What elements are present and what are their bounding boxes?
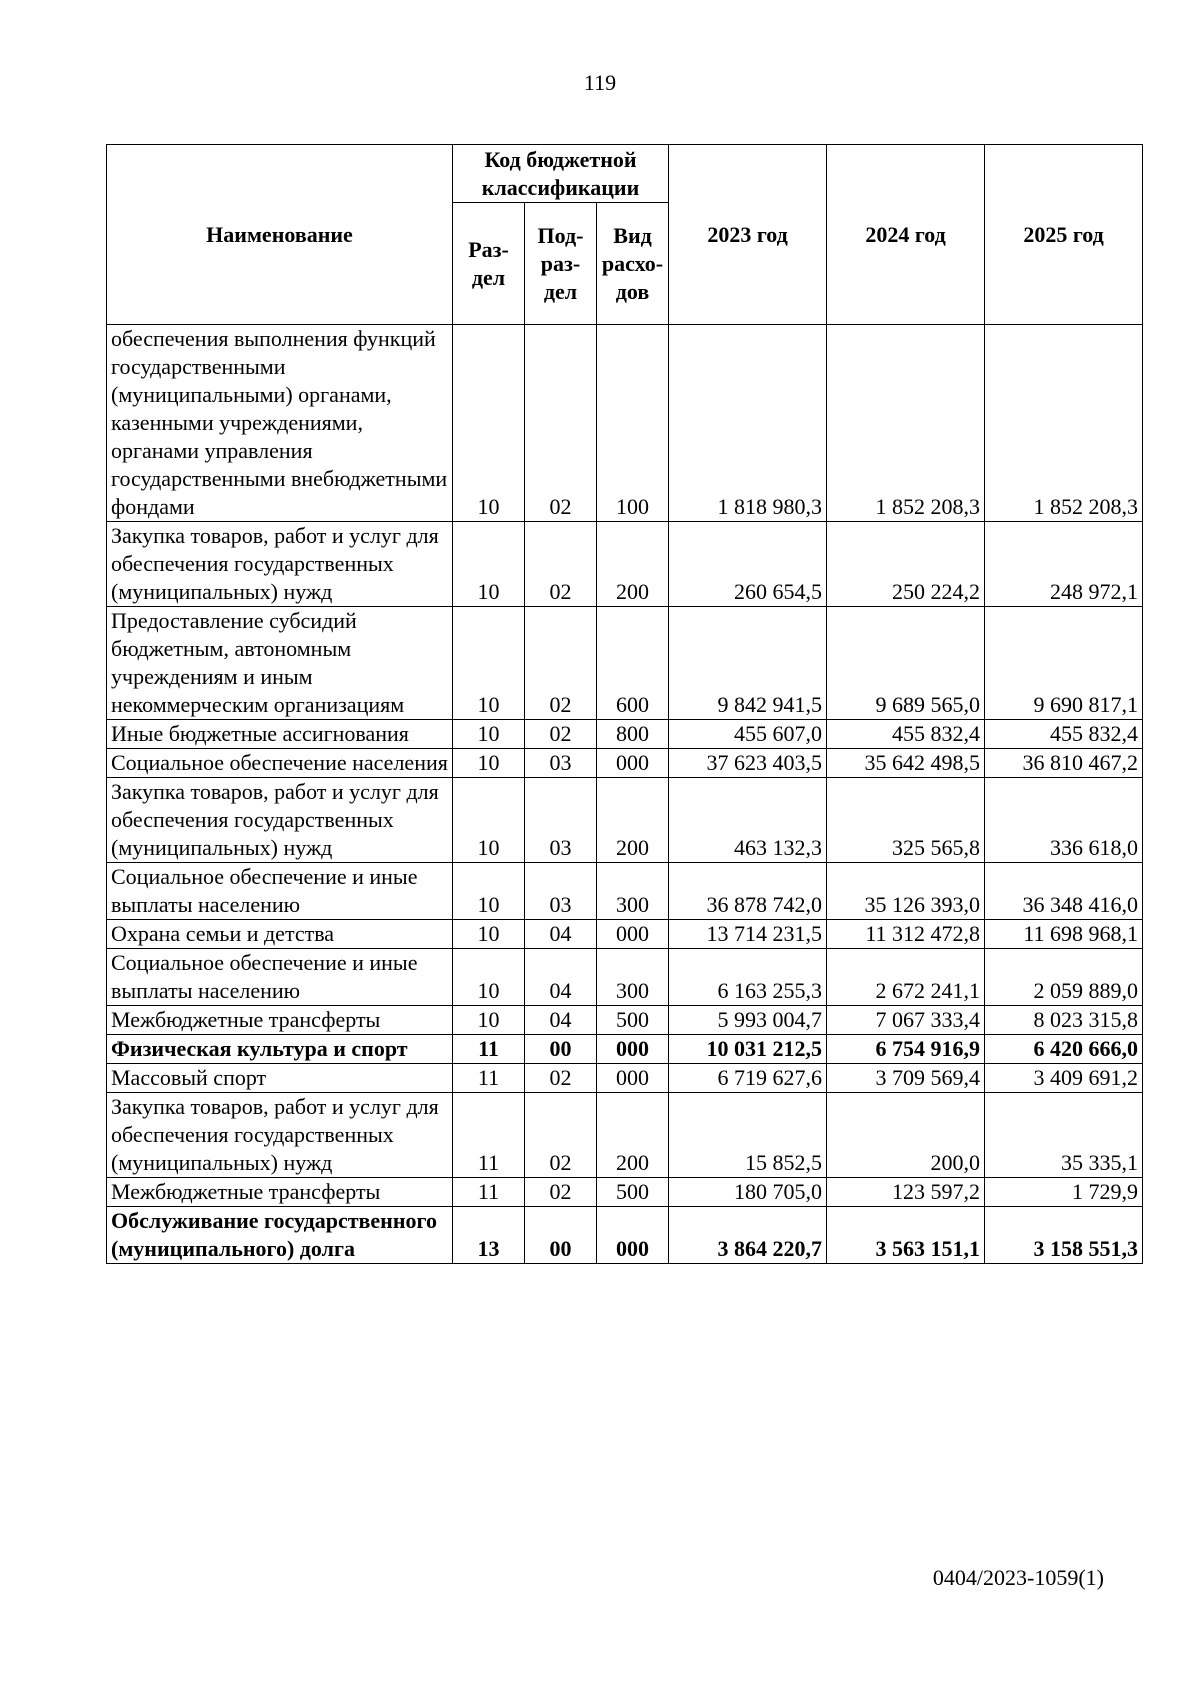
row-razdel: 10 [453,920,525,949]
row-value-2025: 11 698 968,1 [985,920,1143,949]
table-row [107,1178,1143,1207]
row-name: Массовый спорт [107,1064,453,1093]
row-vid: 000 [597,749,669,778]
row-value-2024: 455 832,4 [827,720,985,749]
row-value-2024: 3 709 569,4 [827,1064,985,1093]
row-value-2024: 325 565,8 [827,778,985,863]
row-name: Закупка товаров, работ и услуг для обеспечения государственных (муниципальных) нужд [107,778,453,863]
row-value-2023: 5 993 004,7 [669,1006,827,1035]
row-name: обеспечения выполнения функций государственными (муниципальными) органами, казенными учреждениями, органами управления государственными внебюджетными фондами [107,325,453,522]
header-vid: Вид расхо- дов [597,203,669,325]
row-value-2024: 250 224,2 [827,522,985,607]
row-vid: 100 [597,325,669,522]
row-value-2025: 336 618,0 [985,778,1143,863]
table-row [107,920,1143,949]
row-value-2025: 248 972,1 [985,522,1143,607]
row-podrazdel: 03 [525,863,597,920]
row-razdel: 11 [453,1035,525,1064]
row-name: Закупка товаров, работ и услуг для обеспечения государственных (муниципальных) нужд [107,522,453,607]
header-2024: 2024 год [827,145,985,325]
header-razdel: Раз- дел [453,203,525,325]
row-value-2025: 3 158 551,3 [985,1207,1143,1264]
row-name: Охрана семьи и детства [107,920,453,949]
row-vid: 000 [597,1035,669,1064]
row-vid: 200 [597,778,669,863]
row-razdel: 10 [453,863,525,920]
row-value-2023: 36 878 742,0 [669,863,827,920]
table-row [107,1064,1143,1093]
row-value-2023: 6 163 255,3 [669,949,827,1006]
row-name: Социальное обеспечение и иные выплаты населению [107,863,453,920]
row-value-2023: 37 623 403,5 [669,749,827,778]
row-podrazdel: 02 [525,522,597,607]
row-vid: 000 [597,1207,669,1264]
row-name: Межбюджетные трансферты [107,1178,453,1207]
row-podrazdel: 03 [525,749,597,778]
header-2023: 2023 год [669,145,827,325]
row-value-2023: 180 705,0 [669,1178,827,1207]
row-razdel: 10 [453,749,525,778]
row-podrazdel: 00 [525,1207,597,1264]
row-vid: 200 [597,522,669,607]
row-value-2025: 9 690 817,1 [985,607,1143,720]
row-podrazdel: 04 [525,920,597,949]
row-value-2025: 36 348 416,0 [985,863,1143,920]
row-value-2025: 6 420 666,0 [985,1035,1143,1064]
header-2025: 2025 год [985,145,1143,325]
row-value-2024: 123 597,2 [827,1178,985,1207]
row-value-2024: 11 312 472,8 [827,920,985,949]
table-row [107,1006,1143,1035]
row-vid: 000 [597,920,669,949]
row-value-2023: 6 719 627,6 [669,1064,827,1093]
row-podrazdel: 02 [525,720,597,749]
row-vid: 000 [597,1064,669,1093]
table-row [107,720,1143,749]
table-row [107,778,1143,863]
row-value-2025: 1 729,9 [985,1178,1143,1207]
row-name: Социальное обеспечение и иные выплаты населению [107,949,453,1006]
row-vid: 500 [597,1006,669,1035]
table-row [107,949,1143,1006]
row-vid: 300 [597,949,669,1006]
row-value-2025: 2 059 889,0 [985,949,1143,1006]
row-podrazdel: 04 [525,949,597,1006]
row-razdel: 10 [453,949,525,1006]
row-value-2025: 35 335,1 [985,1093,1143,1178]
row-value-2024: 35 642 498,5 [827,749,985,778]
table-row [107,863,1143,920]
row-podrazdel: 03 [525,778,597,863]
row-razdel: 10 [453,778,525,863]
row-vid: 500 [597,1178,669,1207]
row-name: Физическая культура и спорт [107,1035,453,1064]
row-razdel: 10 [453,522,525,607]
document-id: 0404/2023-1059(1) [932,1565,1104,1590]
row-value-2023: 260 654,5 [669,522,827,607]
row-value-2024: 6 754 916,9 [827,1035,985,1064]
row-value-2023: 463 132,3 [669,778,827,863]
table-body [107,325,1143,1264]
header-code-group: Код бюджетной классификации [453,145,669,203]
row-podrazdel: 00 [525,1035,597,1064]
row-value-2025: 1 852 208,3 [985,325,1143,522]
row-podrazdel: 02 [525,325,597,522]
row-value-2024: 7 067 333,4 [827,1006,985,1035]
row-value-2024: 3 563 151,1 [827,1207,985,1264]
row-razdel: 13 [453,1207,525,1264]
table-row [107,1093,1143,1178]
row-vid: 600 [597,607,669,720]
row-value-2023: 13 714 231,5 [669,920,827,949]
table-header [107,145,1143,325]
row-vid: 300 [597,863,669,920]
row-value-2024: 2 672 241,1 [827,949,985,1006]
row-razdel: 10 [453,720,525,749]
row-value-2025: 455 832,4 [985,720,1143,749]
row-value-2024: 1 852 208,3 [827,325,985,522]
row-name: Социальное обеспечение населения [107,749,453,778]
table-row [107,749,1143,778]
row-podrazdel: 02 [525,607,597,720]
budget-table [106,144,1143,1264]
row-value-2023: 15 852,5 [669,1093,827,1178]
row-razdel: 11 [453,1093,525,1178]
row-value-2023: 3 864 220,7 [669,1207,827,1264]
row-value-2023: 455 607,0 [669,720,827,749]
header-name: Наименование [107,145,453,325]
row-name: Иные бюджетные ассигнования [107,720,453,749]
table-row [107,607,1143,720]
table-row [107,1035,1143,1064]
row-value-2024: 200,0 [827,1093,985,1178]
row-value-2025: 8 023 315,8 [985,1006,1143,1035]
row-podrazdel: 02 [525,1064,597,1093]
row-value-2023: 9 842 941,5 [669,607,827,720]
row-podrazdel: 02 [525,1093,597,1178]
row-vid: 200 [597,1093,669,1178]
row-value-2023: 10 031 212,5 [669,1035,827,1064]
row-value-2025: 3 409 691,2 [985,1064,1143,1093]
row-podrazdel: 04 [525,1006,597,1035]
row-name: Предоставление субсидий бюджетным, автономным учреждениям и иным некоммерческим организациям [107,607,453,720]
table-row [107,1207,1143,1264]
row-razdel: 10 [453,1006,525,1035]
row-value-2024: 9 689 565,0 [827,607,985,720]
row-vid: 800 [597,720,669,749]
row-podrazdel: 02 [525,1178,597,1207]
header-podrazdel: Под- раз- дел [525,203,597,325]
row-name: Обслуживание государственного (муниципального) долга [107,1207,453,1264]
row-value-2024: 35 126 393,0 [827,863,985,920]
row-razdel: 11 [453,1064,525,1093]
page-number: 119 [583,70,617,95]
row-razdel: 10 [453,607,525,720]
row-name: Межбюджетные трансферты [107,1006,453,1035]
row-name: Закупка товаров, работ и услуг для обеспечения государственных (муниципальных) нужд [107,1093,453,1178]
table-row [107,522,1143,607]
row-value-2025: 36 810 467,2 [985,749,1143,778]
row-razdel: 11 [453,1178,525,1207]
row-value-2023: 1 818 980,3 [669,325,827,522]
row-razdel: 10 [453,325,525,522]
table-row [107,325,1143,522]
